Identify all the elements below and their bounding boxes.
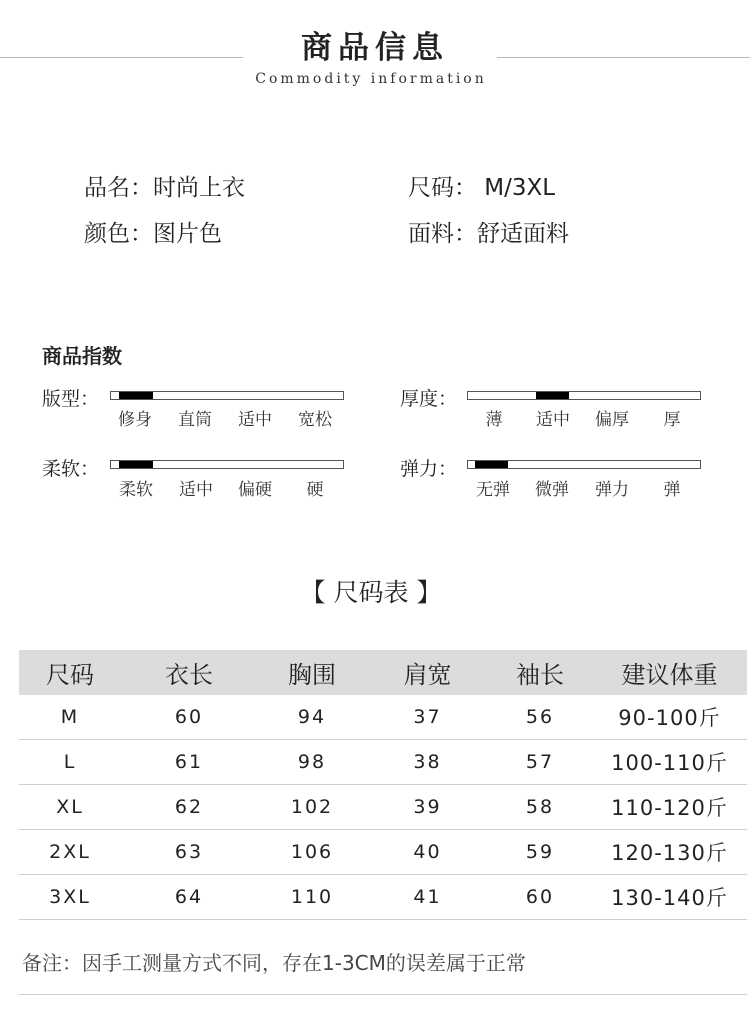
index-bar-fit-indicator <box>119 392 153 399</box>
table-cell: 94 <box>257 695 367 740</box>
index-option: 薄 <box>485 410 503 430</box>
table-row <box>19 695 747 740</box>
table-cell: 60 <box>488 875 592 920</box>
table-cell: 62 <box>121 785 257 830</box>
index-label-fit: 版型： <box>42 388 100 410</box>
index-bar-fit <box>110 391 344 400</box>
table-cell: 120-130斤 <box>592 830 747 875</box>
table-cell: 39 <box>367 785 488 830</box>
table-cell: 130-140斤 <box>592 875 747 920</box>
table-cell: 61 <box>121 740 257 785</box>
table-cell: 59 <box>488 830 592 875</box>
table-cell: 106 <box>257 830 367 875</box>
page-title: 商品信息 <box>301 30 449 66</box>
table-cell: XL <box>19 785 121 830</box>
product-name: 品名：时尚上衣 <box>84 175 245 201</box>
index-option: 微弹 <box>535 480 569 500</box>
table-cell: 37 <box>367 695 488 740</box>
table-cell: 98 <box>257 740 367 785</box>
column-header: 袖长 <box>488 650 592 695</box>
index-option: 适中 <box>238 410 272 430</box>
product-size: 尺码： M/3XL <box>408 175 556 201</box>
table-cell: 57 <box>488 740 592 785</box>
index-bar-thickness-indicator <box>536 392 569 399</box>
table-cell: 2XL <box>19 830 121 875</box>
index-option: 修身 <box>118 410 152 430</box>
table-cell: 64 <box>121 875 257 920</box>
table-cell: 41 <box>367 875 488 920</box>
size-table-header-row <box>19 650 747 695</box>
table-cell: 110-120斤 <box>592 785 747 830</box>
index-bar-softness-indicator <box>119 461 153 468</box>
table-cell: M <box>19 695 121 740</box>
measurement-note: 备注：因手工测量方式不同，存在1-3CM的误差属于正常 <box>22 951 526 975</box>
index-option: 弹 <box>663 480 681 500</box>
table-cell: 60 <box>121 695 257 740</box>
table-cell: 56 <box>488 695 592 740</box>
page-subtitle: Commodity information <box>255 71 487 87</box>
index-label-elasticity: 弹力： <box>400 458 458 480</box>
index-option: 厚 <box>663 410 681 430</box>
index-bar-softness <box>110 460 344 469</box>
table-cell: 38 <box>367 740 488 785</box>
index-bar-thickness <box>467 391 701 400</box>
table-cell: 110 <box>257 875 367 920</box>
index-bar-elasticity <box>467 460 701 469</box>
table-cell: 63 <box>121 830 257 875</box>
index-option: 硬 <box>306 480 324 500</box>
index-option: 弹力 <box>595 480 629 500</box>
product-fabric: 面料：舒适面料 <box>408 221 569 247</box>
index-option: 柔软 <box>119 480 153 500</box>
table-cell: 100-110斤 <box>592 740 747 785</box>
table-cell: 102 <box>257 785 367 830</box>
index-label-thickness: 厚度： <box>400 388 458 410</box>
size-table <box>19 650 747 920</box>
table-cell: 90-100斤 <box>592 695 747 740</box>
size-table-title: 【 尺码表 】 <box>300 578 442 607</box>
table-row <box>19 740 747 785</box>
index-bar-elasticity-indicator <box>475 461 508 468</box>
index-option: 无弹 <box>476 480 510 500</box>
table-cell: 40 <box>367 830 488 875</box>
table-cell: 58 <box>488 785 592 830</box>
index-option: 直筒 <box>178 410 212 430</box>
index-option: 偏硬 <box>238 480 272 500</box>
table-cell: L <box>19 740 121 785</box>
table-row <box>19 875 747 920</box>
product-color: 颜色：图片色 <box>84 221 222 247</box>
index-option: 适中 <box>536 410 570 430</box>
column-header: 衣长 <box>121 650 257 695</box>
column-header: 肩宽 <box>367 650 488 695</box>
index-option: 适中 <box>179 480 213 500</box>
footer-divider <box>19 994 747 995</box>
column-header: 胸围 <box>257 650 367 695</box>
column-header: 建议体重 <box>592 650 747 695</box>
index-option: 偏厚 <box>595 410 629 430</box>
table-row <box>19 785 747 830</box>
index-label-softness: 柔软： <box>42 458 100 480</box>
table-cell: 3XL <box>19 875 121 920</box>
index-option: 宽松 <box>298 410 332 430</box>
index-section-title: 商品指数 <box>42 344 122 368</box>
column-header: 尺码 <box>19 650 121 695</box>
table-row <box>19 830 747 875</box>
